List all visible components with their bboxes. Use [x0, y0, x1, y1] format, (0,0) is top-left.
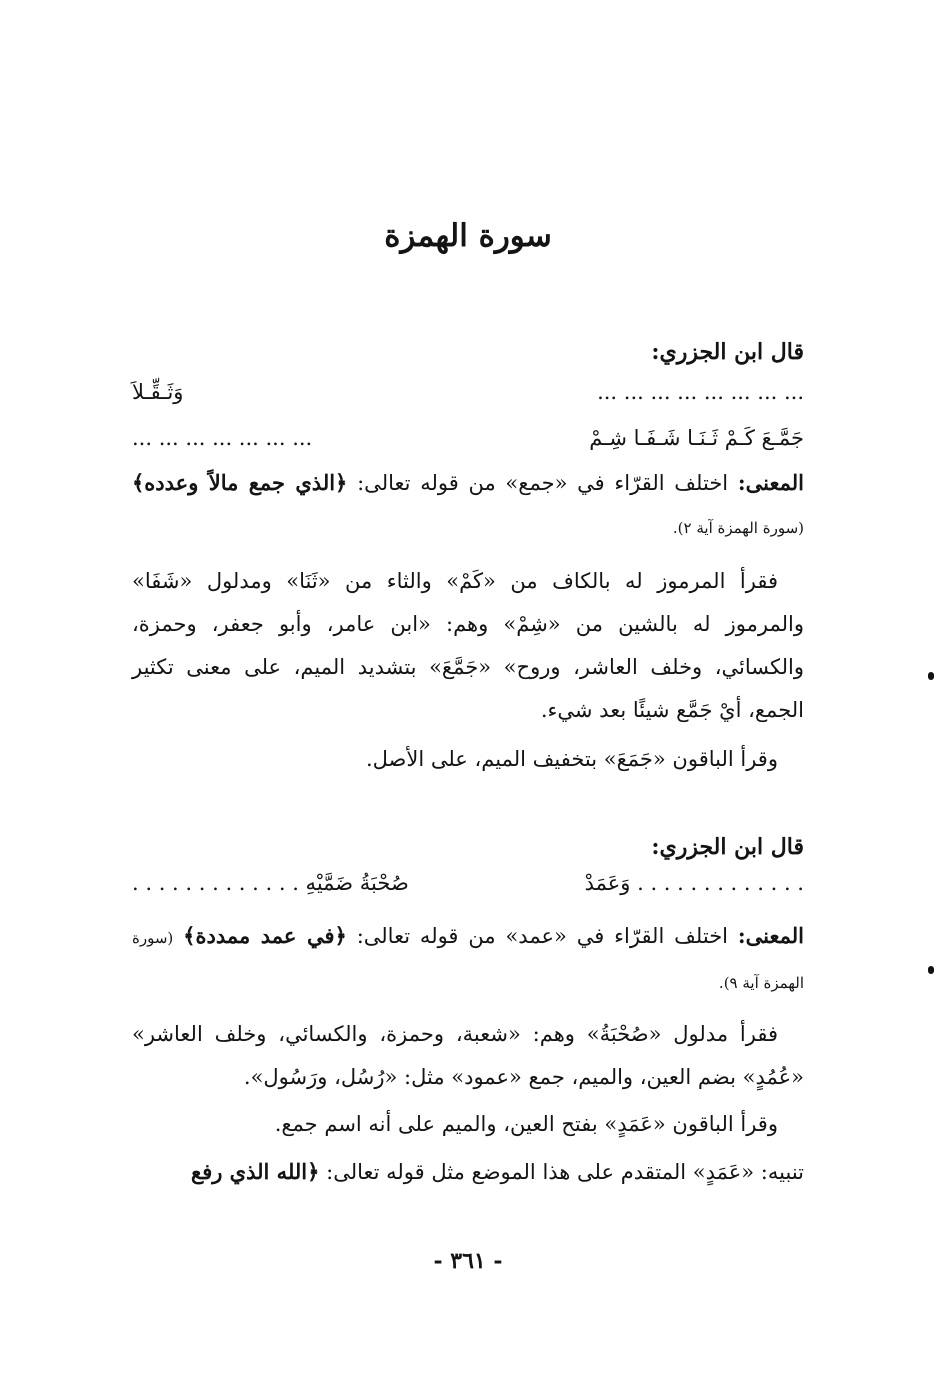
said-heading: قال ابن الجزري: [651, 834, 804, 860]
verse-line [132, 375, 804, 409]
scan-mark [928, 966, 934, 974]
quran-quote: ﴿الذي جمع مالاً وعدده﴾ [132, 470, 348, 495]
verse-dots: ... ... ... ... ... ... ... ... [597, 380, 804, 404]
reading-paragraph: فقرأ المرموز له بالكاف من «كَمْ» والثاء من «ثَنَا» ومدلول «شَفَا» والمرموز له بالشين من «شِمْ» وهم: «ابن عامر، وأبو جعفر، وحمزة، والكسائي، وخلف العاشر، وروح» «جَمَّعَ» بتشديد الميم، على معنى تكثير الجمع، أيْ جَمَّع شيئًا بعد شيء. [132, 569, 804, 722]
reading-paragraph: فقرأ مدلول «صُحْبَةُ» وهم: «شعبة، وحمزة، والكسائي، وخلف العاشر» «عُمُدٍ» بضم العين، والميم، جمع «عمود» مثل: «رُسُل، ورَسُول». [132, 1022, 804, 1089]
verse-line [132, 866, 804, 900]
verse-text: وَثَـقِّـلاَ [132, 380, 184, 404]
meaning-paragraph [132, 461, 804, 550]
page-number: - ٣٦١ - [433, 1248, 503, 1274]
verse-text: جَمَّـعَ كَـمْ ثَـنَـا شَـفَـا شِـمْ [589, 426, 804, 450]
verse-text: . . . . . . . . . . . . . وَعَمَدْ [584, 871, 804, 895]
said-heading: قال ابن الجزري: [651, 339, 804, 365]
meaning-text: اختلف القرّاء في «جمع» من قوله تعالى: [357, 471, 729, 495]
verse-line [132, 421, 804, 455]
meaning-text: اختلف القرّاء في «عمد» من قوله تعالى: [356, 924, 729, 948]
scan-mark [928, 672, 934, 680]
verse-dots: ... ... ... ... ... ... ... [132, 426, 313, 450]
surah-reference: (سورة الهمزة آية ٢). [672, 519, 804, 537]
surah-reference: (سورة الهمزة آية ٩). [132, 929, 804, 992]
quran-quote: ﴿في عمد ممددة﴾ [183, 923, 347, 948]
surah-title: سورة الهمزة [384, 218, 552, 254]
meaning-paragraph [132, 914, 804, 1005]
note-paragraph [132, 1150, 804, 1194]
section-1 [132, 337, 804, 781]
note-text: تنبيه: «عَمَدٍ» المتقدم على هذا الموضع مثل قوله تعالى: [326, 1160, 804, 1184]
reading-paragraph: وقرأ الباقون «جَمَعَ» بتخفيف الميم، على الأصل. [365, 747, 778, 771]
meaning-label: المعنى: [737, 470, 804, 495]
reading-paragraph: وقرأ الباقون «عَمَدٍ» بفتح العين، والميم على أنه اسم جمع. [274, 1112, 778, 1136]
verse-text: صُحْبَةُ ضَمَّيْهِ . . . . . . . . . . . . . [132, 871, 409, 895]
section-2 [132, 832, 804, 1194]
quran-quote: ﴿الله الذي رفع [191, 1159, 320, 1184]
meaning-label: المعنى: [737, 923, 805, 948]
